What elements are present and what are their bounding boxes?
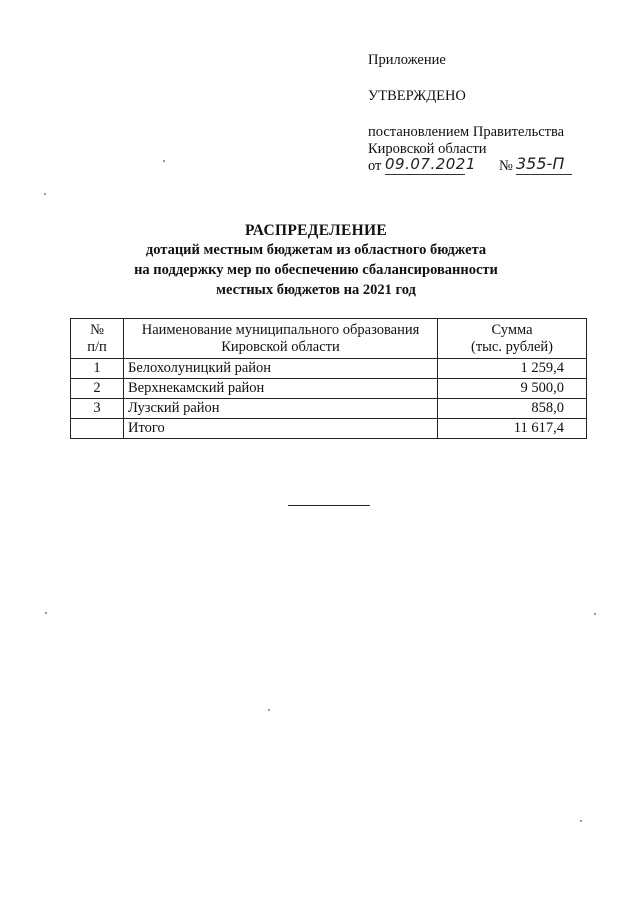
document-title — [0, 221, 632, 300]
header-name-line-1: Наименование муниципального образования — [141, 322, 420, 338]
scan-speck — [44, 193, 46, 195]
row-sum: 858,0 — [438, 399, 587, 419]
header-name — [124, 319, 438, 359]
header-sum-line-2: (тыс. рублей) — [471, 339, 553, 355]
header-sum — [438, 319, 587, 359]
table-row — [71, 399, 587, 419]
decree-line-1: постановлением Правительства — [368, 124, 565, 140]
scan-speck — [163, 160, 165, 162]
number-handwritten: 355-П — [516, 154, 565, 173]
table-row — [71, 379, 587, 399]
date-prefix: от — [368, 158, 382, 174]
number-prefix: № — [499, 158, 513, 174]
header-number-line-2: п/п — [87, 339, 107, 355]
total-sum: 11 617,4 — [438, 419, 587, 439]
row-sum: 1 259,4 — [438, 359, 587, 379]
scan-speck — [594, 613, 596, 615]
approved-label: УТВЕРЖДЕНО — [368, 88, 466, 104]
title-heading: РАСПРЕДЕЛЕНИЕ — [245, 222, 387, 239]
row-number: 2 — [71, 379, 124, 399]
scan-speck — [268, 709, 270, 711]
date-number-line — [368, 154, 618, 176]
total-label: Итого — [124, 419, 438, 439]
row-district: Лузский район — [124, 399, 438, 419]
title-line-2: на поддержку мер по обеспечению сбалансированности — [134, 262, 498, 278]
distribution-table — [70, 318, 587, 439]
number-underline — [516, 174, 572, 175]
header-number-line-1: № — [90, 322, 104, 338]
header-sum-line-1: Сумма — [491, 322, 533, 338]
row-number: 3 — [71, 399, 124, 419]
row-district: Белохолуницкий район — [124, 359, 438, 379]
table-header-row — [71, 319, 587, 359]
scan-speck — [45, 612, 47, 614]
date-underline — [385, 174, 465, 175]
row-number: 1 — [71, 359, 124, 379]
decree-line-2: Кировской области — [368, 141, 487, 157]
row-sum: 9 500,0 — [438, 379, 587, 399]
date-handwritten: 09.07.2021 — [385, 155, 476, 173]
header-number — [71, 319, 124, 359]
title-line-3: местных бюджетов на 2021 год — [216, 282, 416, 298]
table-total-row — [71, 419, 587, 439]
appendix-label: Приложение — [368, 52, 446, 68]
table-row — [71, 359, 587, 379]
approval-header — [368, 52, 618, 176]
scan-speck — [580, 820, 582, 822]
total-number — [71, 419, 124, 439]
header-name-line-2: Кировской области — [221, 339, 340, 355]
row-district: Верхнекамский район — [124, 379, 438, 399]
end-separator-line — [288, 505, 370, 506]
title-line-1: дотаций местным бюджетам из областного бюджета — [145, 242, 487, 258]
